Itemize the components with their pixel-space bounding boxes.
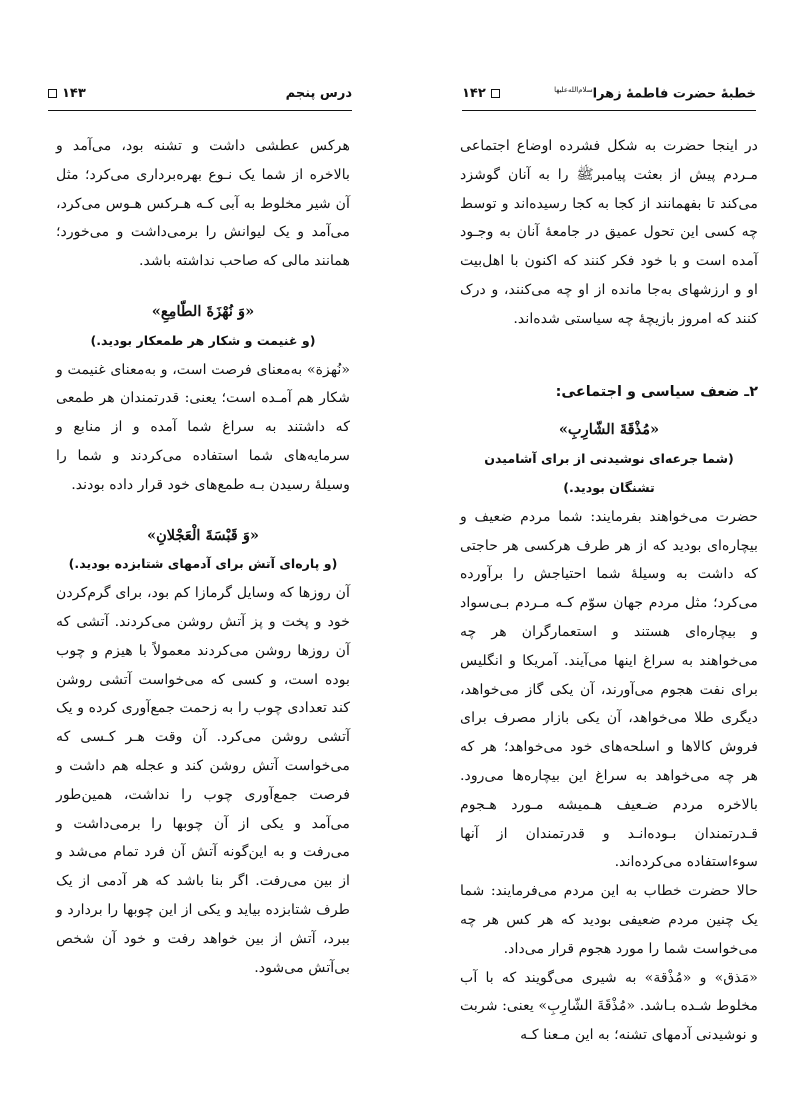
quote-translation: (شما جرعه‌ای نوشیدنی از برای آشامیدن تشنگان بودید.) <box>484 451 734 495</box>
header-rule <box>48 110 352 111</box>
page-body <box>460 132 758 1050</box>
header-rule <box>462 110 756 111</box>
arabic-quote: «وَ قَبْسَةَ الْعَجْلانِ» <box>146 526 260 544</box>
page-body <box>56 132 350 982</box>
square-marker-icon <box>48 89 57 98</box>
quote-translation: (و غنیمت و شکار هر طمعکار بودید.) <box>90 332 316 348</box>
header-title-text: خطبهٔ حضرت فاطمهٔ زهرا <box>592 86 756 102</box>
header-title <box>554 86 756 101</box>
page-header <box>462 86 756 108</box>
arabic-quote: «مُذْقَةَ الشّارِبِ» <box>558 421 660 439</box>
section-heading: ۲ـ ضعف سیاسی و اجتماعی: <box>555 383 758 400</box>
square-marker-icon <box>491 89 500 98</box>
paragraph: در اینجا حضرت به شکل فشرده اوضاع اجتماعی مـردم پیش از بعثت پیامبرﷺ را به آنان گوشزد می‌کند تا بفهمانند از کجا به کجا رسیده‌اند و توسط چه کسی این تحول عمیق در جامعهٔ آنان به وجـود آمده است و با خود فکر کنند که اکنون با اهل‌بیت او و ارزشهای به‌جا مانده از او چه می‌کنند، و درک کنند که امروز بازیچهٔ چه سیاستی شده‌اند. <box>460 138 758 327</box>
right-page <box>400 0 800 1100</box>
page-number-group <box>48 86 86 101</box>
page-header <box>48 86 352 108</box>
paragraph: آن روزها که وسایل گرمازا کم بود، برای گرم‌کردن خود و پخت و پز آتش روشن می‌کردند. آتشی که آن روزها روشن می‌کردند معمولاً با هیزم و چوب بوده است، و کسی که می‌خواست آتشی روشن کند تعدادی چوب را به زحمت جمع‌آوری کرده و یک آتشی روشن می‌کرد. آن وقت هـر کـسی که می‌خواست آتش روشن کند و عجله هم داشت و فرصت جمع‌آوری چوب را نداشت، همین‌طور می‌آمد و یکی از آن چوبها را برمی‌داشت و می‌رفت و به این‌گونه آتش آن فرد تمام می‌شد و از بین می‌رفت. اگر بنا باشد که هر آدمی از یک طرف شتابزده بیاید و یکی از این چوبها را بردارد و ببرد، آتش از بین خواهد رفت و خود آن شخص بی‌آتش می‌شود. <box>56 585 350 976</box>
paragraph: حضرت می‌خواهند بفرمایند: شما مردم ضعیف و بیچاره‌ای بودید که از هر طرف هرکسی هر حاجتی که داشت به وسیلهٔ شما احتیاجش را برآورده می‌کرد؛ مثل مردم جهان سوّم کـه مـردم بـی‌سواد و بیچاره‌ای هستند و استعمارگران هر چه می‌خواهند به سراغ اینها می‌آیند. آمریکا و انگلیس برای نفت هجوم می‌آورند، آن یکی گاز می‌خواهد، دیگری طلا می‌خواهد، آن یکی بازار مصرف برای فروش کالاها و اسلحه‌های خود می‌خواهد؛ هر که هر چه می‌خواهد به سراغ این بیچاره‌ها می‌رود. بالاخره مردم ضـعیف هـمیشه مـورد هـجوم قـدرتمندان بـوده‌انـد و قدرتمندان از آنها سوءاستفاده می‌کرده‌اند. <box>460 508 758 871</box>
paragraph: «نُهزة» به‌معنای فرصت است، و به‌معنای غنیمت و شکار هم آمـده است؛ یعنی: قدرتمندان هر طمعی که داشتند به سراغ شما آمده و از منابع و سرمایه‌های شما استفاده می‌کردند و شما را وسیلهٔ رسیدن بـه طمع‌های خود قرار داده بودند. <box>56 361 350 493</box>
paragraph: حالا حضرت خطاب به این مردم می‌فرمایند: شما یک چنین مردم ضعیفی بودید که هر کس هر چه می‌خواست شما را مورد هجوم قرار می‌داد. <box>460 883 758 957</box>
page-number: ۱۴۲ <box>462 86 486 101</box>
header-honorific: سلام‌الله‌علیها <box>554 86 593 94</box>
page-number-group <box>462 86 500 101</box>
quote-translation: (و پاره‌ای آتش برای آدمهای شتابزده بودید.) <box>68 556 338 572</box>
arabic-quote: «وَ نُهْزَةَ الطّامِعِ» <box>151 302 255 320</box>
paragraph: «مَذق» و «مُذْقة» به شیری می‌گویند که با آب مخلوط شـده بـاشد. «مُذْقَةَ الشّارِبِ» یعنی: شربت و نوشیدنی آدمهای تشنه؛ به این مـعنا کـه <box>460 969 758 1044</box>
paragraph: هرکس عطشی داشت و تشنه بود، می‌آمد و بالاخره از شما یک نـوع بهره‌برداری می‌کرد؛ مثل آن شیر مخلوط به آبی کـه هـرکس هـوس می‌کرد، می‌آمد و یک لیوانش را برمی‌داشت و می‌خورد؛ همانند مالی که صاحب نداشته باشد. <box>56 138 350 270</box>
header-title: درس پنجم <box>285 86 352 101</box>
page-number: ۱۴۳ <box>62 86 86 101</box>
